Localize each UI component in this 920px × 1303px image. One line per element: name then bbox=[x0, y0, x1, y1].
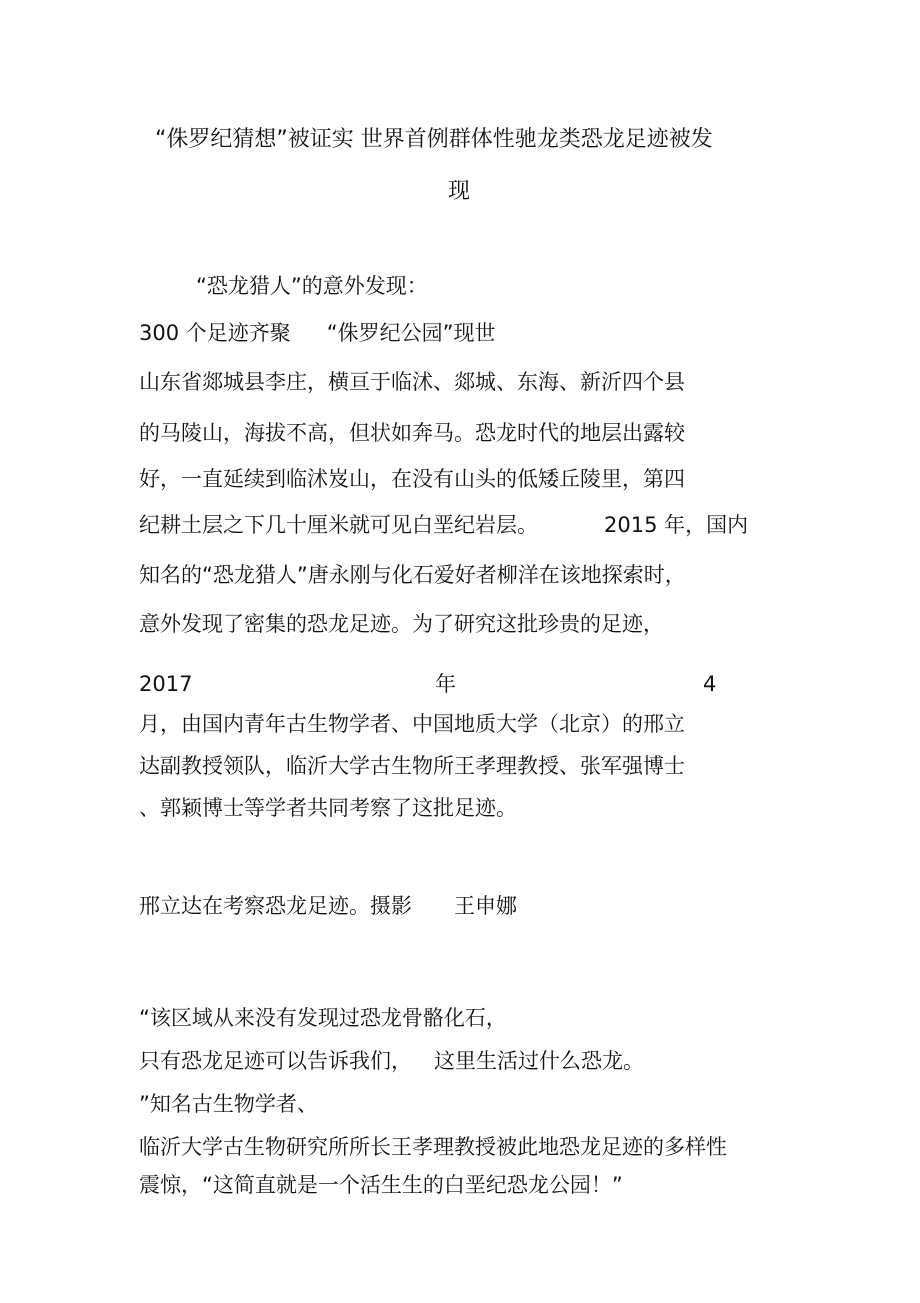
section-heading: “恐龙猎人”的意外发现： bbox=[196, 274, 428, 298]
paragraph1-line-10: 、郭颖博士等学者共同考察了这批足迹。 bbox=[139, 796, 517, 820]
paragraph1-line-6: 意外发现了密集的恐龙足迹。为了研究这批珍贵的足迹， bbox=[139, 612, 664, 636]
paragraph1-line-4b: 2015 年，国内 bbox=[604, 513, 749, 537]
quote-line-2 bbox=[139, 1047, 644, 1075]
quote-line-1: “该区域从来没有发现过恐龙骨骼化石， bbox=[139, 1006, 507, 1030]
section-subheading bbox=[139, 319, 496, 347]
caption-photographer: 王申娜 bbox=[454, 894, 517, 918]
title-line-2: 现 bbox=[448, 179, 471, 204]
quote-line-5: 震惊，“这简直就是一个活生生的白垩纪恐龙公园！” bbox=[139, 1173, 623, 1197]
paragraph1-line-1: 山东省郯城县李庄，横亘于临沭、郯城、东海、新沂四个县 bbox=[139, 370, 685, 394]
quote-line-4: 临沂大学古生物研究所所长王孝理教授被此地恐龙足迹的多样性 bbox=[139, 1135, 727, 1159]
paragraph1-line-5: 知名的“恐龙猎人”唐永刚与化石爱好者柳洋在该地探索时， bbox=[139, 563, 686, 587]
paragraph1-line-3: 好，一直延续到临沭岌山，在没有山头的低矮丘陵里，第四 bbox=[139, 467, 685, 491]
quote-line-2a: 只有恐龙足迹可以告诉我们， bbox=[139, 1049, 412, 1073]
paragraph1-line-4a: 纪耕土层之下几十厘米就可见白垩纪岩层。 bbox=[139, 513, 538, 537]
paragraph1-line-9: 达副教授领队，临沂大学古生物所王孝理教授、张军强博士 bbox=[139, 754, 685, 778]
paragraph1-year-unit: 年 bbox=[435, 672, 456, 696]
quote-line-3: ”知名古生物学者、 bbox=[139, 1092, 318, 1116]
quote-line-2b: 这里生活过什么恐龙。 bbox=[434, 1049, 644, 1073]
paragraph1-line-4 bbox=[139, 511, 748, 539]
photo-caption bbox=[139, 892, 517, 920]
paragraph1-month: 4 bbox=[703, 672, 717, 696]
title-line-1: “侏罗纪猜想”被证实 世界首例群体性驰龙类恐龙足迹被发 bbox=[155, 127, 713, 152]
paragraph1-line-8: 月，由国内青年古生物学者、中国地质大学（北京）的邢立 bbox=[139, 712, 685, 736]
paragraph1-line-2: 的马陵山，海拔不高，但状如奔马。恐龙时代的地层出露较 bbox=[139, 421, 685, 445]
paragraph1-year: 2017 bbox=[139, 672, 193, 696]
subheading-count: 300 个足迹齐聚 bbox=[139, 321, 291, 345]
subheading-park: “侏罗纪公园”现世 bbox=[326, 321, 496, 345]
caption-text: 邢立达在考察恐龙足迹。摄影 bbox=[139, 894, 412, 918]
